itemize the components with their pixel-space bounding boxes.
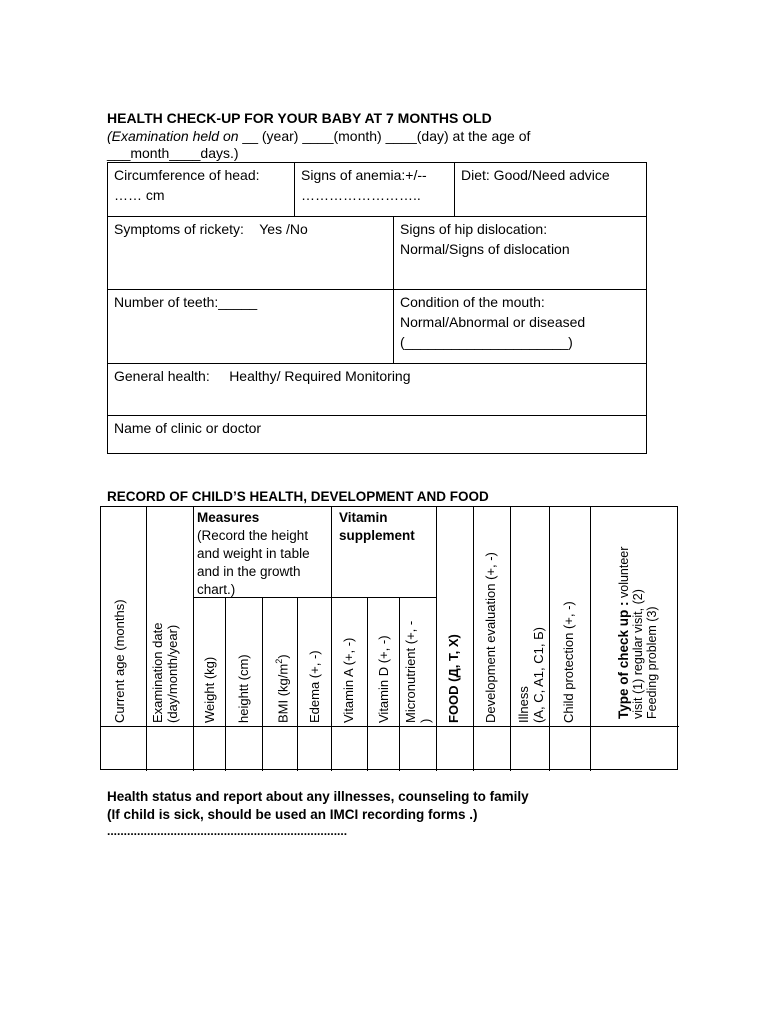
- col-food: FOOD (Д, Т, Х): [446, 634, 461, 723]
- imci-note: (If child is sick, should be used an IMCI recording forms .): [107, 807, 478, 822]
- clinic-name[interactable]: Name of clinic or doctor: [114, 420, 262, 436]
- page-title: HEALTH CHECK-UP FOR YOUR BABY AT 7 MONTHS OLD: [107, 110, 492, 126]
- col-current-age: Current age (months): [112, 599, 127, 723]
- col-development: Development evaluation (+, -): [483, 552, 498, 723]
- head-circumference[interactable]: Circumference of head: …… cm: [114, 167, 260, 203]
- col-exam-date: Examination date (day/month/year): [150, 622, 180, 723]
- col-checkup-type: Type of check up : volunteer visit (1) regular visit, (2) Feeding problem (3): [616, 546, 659, 719]
- record-table: [100, 506, 678, 770]
- col-child-protection: Child protection (+, -): [561, 601, 576, 723]
- record-title: RECORD OF CHILD’S HEALTH, DEVELOPMENT AND FOOD: [107, 489, 489, 504]
- col-vitamin-d: Vitamin D (+, -): [376, 635, 391, 723]
- anemia-signs[interactable]: Signs of anemia:+/-- ……………………..: [301, 167, 427, 203]
- col-weight: Weight (kg): [202, 656, 217, 723]
- teeth-count[interactable]: Number of teeth:_____: [114, 294, 258, 310]
- diet[interactable]: Diet: Good/Need advice: [461, 167, 610, 183]
- exam-prefix: (Examination held on: [107, 128, 239, 144]
- col-edema: Edema (+, -): [307, 650, 322, 723]
- general-health[interactable]: General health: Healthy/ Required Monitoring: [114, 368, 411, 384]
- health-status-heading: Health status and report about any illnesses, counseling to family: [107, 789, 529, 804]
- exam-date-line: [107, 127, 530, 145]
- rickety-symptoms[interactable]: Symptoms of rickety: Yes /No: [114, 221, 308, 237]
- checkup-table: [107, 162, 647, 454]
- hip-dislocation[interactable]: Signs of hip dislocation: Normal/Signs of dislocation: [400, 221, 570, 257]
- mouth-condition[interactable]: Condition of the mouth: Normal/Abnormal or diseased (_____________________): [400, 294, 586, 350]
- vitamin-group-header: Vitamin supplement: [339, 510, 415, 543]
- exam-fields[interactable]: __ (year) ____(month) ____(day) at the age of: [242, 128, 531, 144]
- exam-age-line[interactable]: ___month____days.): [107, 145, 239, 161]
- col-illness: Illness (A, C, A1, C1, Б): [516, 627, 546, 723]
- health-status-field[interactable]: ........................................................................: [107, 824, 348, 838]
- col-vitamin-a: Vitamin A (+, -): [341, 637, 356, 723]
- col-height: heightt (cm): [236, 654, 251, 723]
- measures-group-header: Measures (Record the height and weight in table and in the growth chart.): [197, 510, 310, 597]
- col-micronutrient: Micronutrient (+, - ): [403, 620, 433, 723]
- col-bmi: BMI $(kg/m^2)$: [274, 654, 291, 723]
- record-data-row[interactable]: [101, 727, 679, 771]
